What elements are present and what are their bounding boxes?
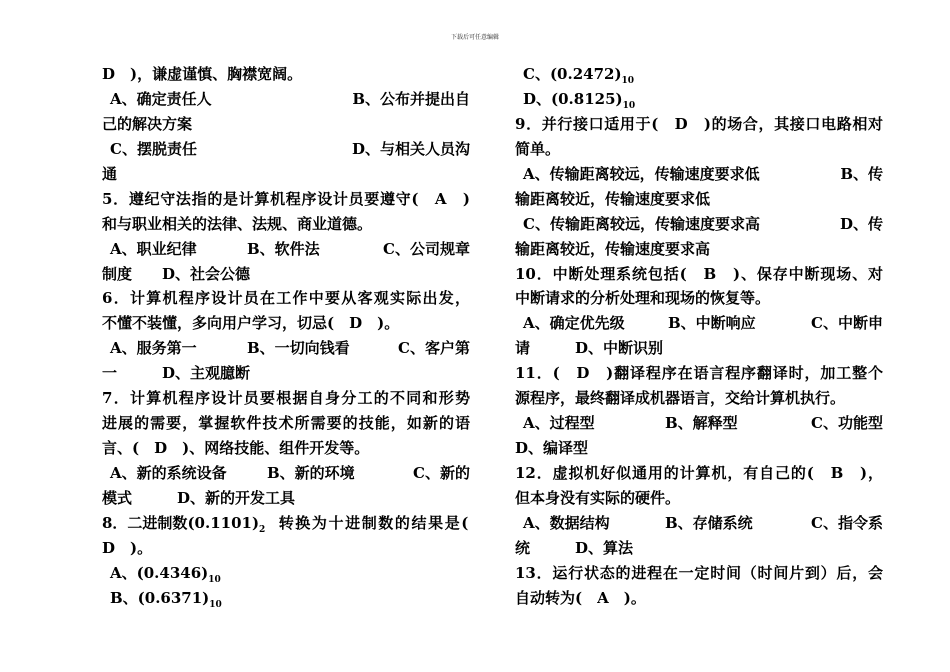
option-a: A、确定优先级 [523, 314, 625, 333]
question-12: 12．虚拟机好似通用的计算机，有自己的( B )， [515, 464, 883, 482]
option-a: A、服务第一 [110, 339, 197, 358]
text-line: D )，谦虚谨慎、胸襟宽阔。 [102, 65, 303, 83]
text-line: 自动转为( A )。 [515, 588, 646, 607]
text-line: 进展的需要，掌握软件技术所需要的技能，如新的语 [102, 414, 470, 433]
option-line [515, 411, 883, 436]
option-b: B、公布并提出自 [352, 89, 470, 108]
question-8-start: 8．二进制数$(0.1101)_2$ [102, 513, 266, 535]
option-line [515, 311, 883, 336]
base-subscript: 2 [259, 524, 266, 535]
text-line: D、编译型 [515, 439, 589, 458]
text-line: D )。 [102, 538, 153, 557]
option-b: B、中断响应 [668, 314, 756, 333]
option-b: B、$(0.6371)_{10}$ [110, 588, 222, 610]
option-b: B、新的环境 [267, 464, 355, 482]
text-line: 模式 D、新的开发工具 [102, 488, 296, 507]
option-d: D、$(0.8125)_{10}$ [523, 89, 636, 111]
option-line [102, 461, 470, 486]
text-line: 制度 D、社会公德 [102, 264, 251, 283]
option-b: B、存储系统 [665, 513, 753, 532]
option-b: B、传 [840, 164, 883, 183]
option-c: C、公司规章 [383, 239, 470, 258]
question-5: 5．遵纪守法指的是计算机程序设计员要遵守( A ) [102, 189, 470, 208]
option-c: C、传输距离较远，传输速度要求高 [523, 214, 760, 233]
option-a: A、新的系统设备 [110, 464, 227, 482]
text-line: 输距离较近，传输速度要求高 [515, 239, 711, 258]
option-line [515, 511, 883, 536]
text-line: 请 D、中断识别 [515, 339, 664, 358]
option-d: D、传 [839, 214, 883, 233]
option-b: B、解释型 [665, 414, 738, 433]
question-13: 13．运行状态的进程在一定时间（时间片到）后，会 [515, 563, 883, 582]
option-a: A、$(0.4346)_{10}$ [110, 563, 221, 585]
option-b: B、一切向钱看 [247, 339, 350, 358]
text-line: 言、( D )、网络技能、组件开发等。 [102, 439, 370, 458]
option-line [515, 212, 883, 237]
option-c: C、中断申 [811, 314, 883, 333]
option-c: C、客户第 [398, 339, 470, 358]
option-c: C、$(0.2472)_{10}$ [523, 65, 635, 86]
question-6: 6．计算机程序设计员在工作中要从客观实际出发， [102, 289, 470, 308]
option-line [515, 162, 883, 187]
option-d: D、与相关人员沟 [351, 139, 470, 158]
text-line: 源程序，最终翻译成机器语言，交给计算机执行。 [515, 389, 846, 408]
base-subscript: 10 [622, 100, 636, 111]
left-column [102, 62, 470, 611]
page-header: 下载后可任意编辑 [450, 34, 499, 41]
option-c: C、指令系 [811, 513, 883, 532]
question-9: 9．并行接口适用于( D )的场合，其接口电路相对 [515, 114, 883, 133]
right-column [515, 62, 883, 611]
text-line: 不懂不装懂，多向用户学习，切忌( D )。 [102, 314, 400, 333]
text-line: 中断请求的分析处理和现场的恢复等。 [515, 289, 771, 308]
question-11: 11．( D )翻译程序在语言程序翻译时，加工整个 [515, 364, 883, 383]
option-line [102, 237, 470, 262]
option-b: B、软件法 [247, 239, 320, 258]
text-line: 己的解决方案 [102, 114, 193, 133]
text-line: 一 D、主观臆断 [102, 364, 251, 383]
text-line: 简单。 [515, 139, 561, 158]
base-subscript: 10 [621, 76, 635, 86]
option-a: A、过程型 [523, 414, 595, 433]
option-c: C、功能型 [811, 414, 883, 433]
question-8-end: 转换为十进制数的结果是( [278, 513, 470, 532]
option-line [102, 137, 470, 162]
option-line [102, 336, 470, 361]
option-c: C、摆脱责任 [110, 139, 197, 158]
question-10: 10．中断处理系统包括( B )、保存中断现场、对 [515, 264, 883, 283]
option-a: A、确定责任人 [110, 89, 212, 108]
option-c: C、新的 [413, 464, 470, 482]
text-line: 但本身没有实际的硬件。 [515, 488, 681, 507]
option-a: A、数据结构 [523, 513, 610, 532]
text-line: 输距离较近，传输速度要求低 [515, 189, 711, 208]
option-a: A、传输距离较远，传输速度要求低 [523, 164, 760, 183]
question-7: 7．计算机程序设计员要根据自身分工的不同和形势 [102, 389, 470, 408]
question-8 [102, 511, 470, 536]
base-subscript: 10 [209, 599, 222, 610]
base-subscript: 10 [208, 574, 221, 585]
text-line: 和与职业相关的法律、法规、商业道德。 [102, 214, 373, 233]
text-line: 统 D、算法 [515, 538, 634, 557]
text-line: 通 [102, 164, 118, 183]
option-line [102, 87, 470, 112]
option-a: A、职业纪律 [110, 239, 197, 258]
